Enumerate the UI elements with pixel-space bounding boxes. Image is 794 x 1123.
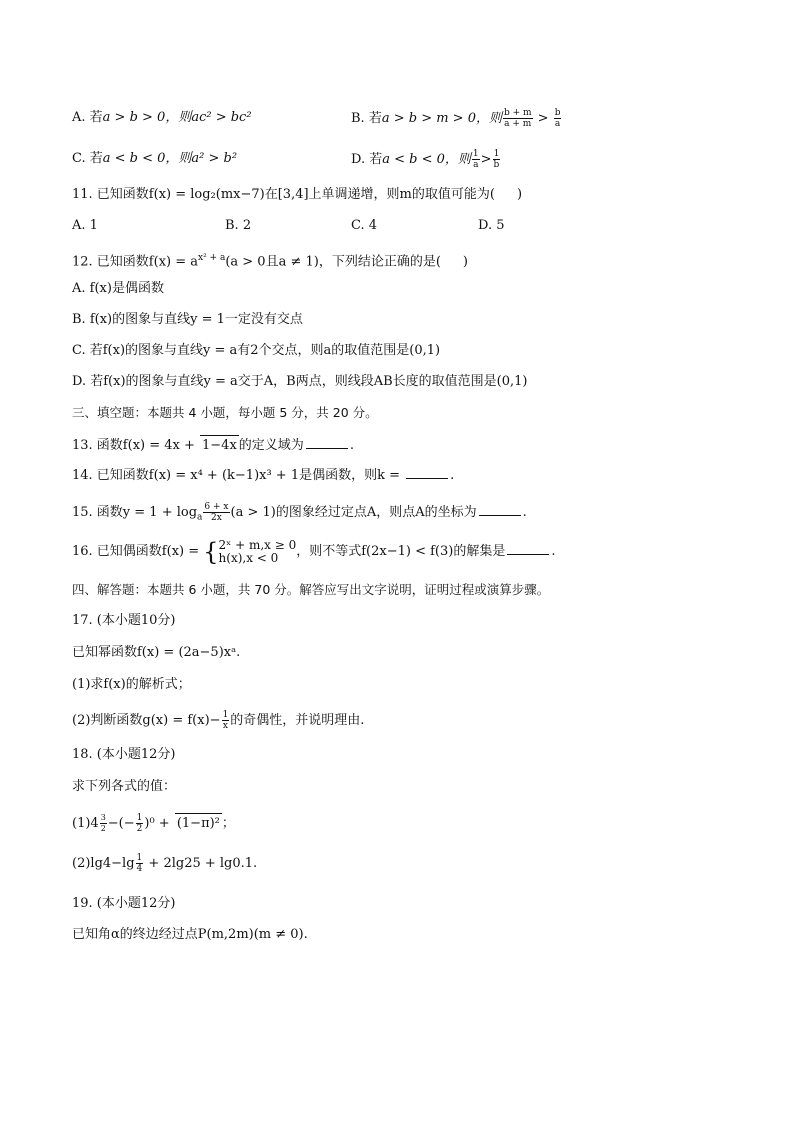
answer-blank: [406, 466, 448, 479]
q12-stem-a: 12. 已知函数f(x) = a: [72, 254, 199, 270]
q15-end: .: [522, 505, 527, 520]
q10-option-c: [72, 149, 237, 169]
q10-d-fraction1: $\frac{1}{a}$: [472, 149, 479, 170]
q10-d-label: D. 若: [351, 152, 383, 167]
answer-blank: [507, 542, 549, 555]
q13-end: .: [349, 438, 354, 453]
q13: [72, 435, 354, 456]
q17-part1: (1)求f(x)的解析式；: [72, 677, 191, 692]
q17-stem: 已知幂函数f(x) = (2a−5)xᵃ.: [72, 645, 241, 660]
q12-opt-b: B. f(x)的图象与直线y = 1一定没有交点: [72, 312, 303, 327]
q14-end: .: [450, 468, 455, 483]
q11-close-paren: ): [516, 187, 523, 202]
q12-exponent: x² + a: [198, 253, 226, 263]
q11-opt-b: B. 2: [225, 218, 252, 233]
q14-text: 14. 已知函数f(x) = x⁴ + (k−1)x³ + 1是偶函数，则k =: [72, 468, 405, 483]
q18-p2-fraction: $\frac{1}{4}$: [136, 853, 143, 874]
q16: [72, 538, 555, 566]
q11-stem-text: 11. 已知函数f(x) = log₂(mx−7)在[3,4]上单调递增，则m的取值可能为(: [72, 187, 495, 202]
q18-p2-text-a: (2)lg4−lg: [72, 856, 135, 871]
q10-b-fraction2: $\frac{b}{a}$: [554, 108, 561, 129]
q18-p1-end: ；: [221, 816, 235, 831]
q13-sqrt: 1−4x: [200, 435, 239, 456]
q16-text-b: ，则不等式f(2x−1) < f(3)的解集是: [296, 544, 506, 559]
q12-stem: [72, 248, 468, 272]
q18-stem: 求下列各式的值：: [72, 779, 177, 794]
q18-heading: 18. (本小题12分): [72, 747, 176, 762]
q18-p2-text-b: + 2lg25 + lg0.1.: [144, 856, 258, 871]
section-4-heading: 四、解答题：本题共 6 小题，共 70 分。解答应写出文字说明，证明过程或演算步骤。: [72, 582, 550, 597]
q15-text-b: (a > 1)的图象经过定点A，则点A的坐标为: [230, 505, 477, 520]
q10-b-text: a > b > m > 0，则: [381, 111, 502, 126]
q10-option-b: [351, 108, 562, 129]
q19-stem: 已知角α的终边经过点P(m,2m)(m ≠ 0).: [72, 927, 308, 942]
q10-option-d: [351, 149, 501, 170]
q10-b-gt: >: [533, 111, 553, 126]
q18-p1-text-b: −(−: [107, 816, 135, 831]
answer-blank: [479, 503, 521, 516]
q12-close-paren: ): [462, 254, 468, 270]
q13-text-a: 13. 函数f(x) = 4x +: [72, 438, 200, 453]
q18-part2: [72, 853, 257, 874]
q18-p1-sqrt: (1−π)²: [175, 813, 222, 834]
q17-fraction: $\frac{1}{x}$: [222, 710, 229, 731]
q15: [72, 502, 527, 528]
q15-log-base: a: [197, 512, 203, 523]
q10-a-label: A. 若: [72, 110, 103, 125]
q19-heading: 19. (本小题12分): [72, 896, 176, 911]
q18-part1: [72, 813, 235, 834]
q12-opt-c: C. 若f(x)的图象与直线y = a有2个交点，则a的取值范围是(0,1): [72, 343, 441, 358]
q17-p2-text-b: 的奇偶性，并说明理由.: [230, 713, 365, 728]
q17-p2-text-a: (2)判断函数g(x) = f(x)−: [72, 713, 221, 728]
q18-p1-text-c: )⁰ +: [144, 816, 174, 831]
q18-p1-fraction: $\frac{1}{2}$: [136, 813, 143, 834]
q16-case-1: 2ˣ + m,x ≥ 0: [218, 537, 297, 552]
answer-blank: [306, 436, 348, 449]
q12-opt-d: D. 若f(x)的图象与直线y = a交于A，B两点，则线段AB长度的取值范围是(0,1): [72, 374, 528, 389]
q12-stem-b: (a > 0且a ≠ 1)，下列结论正确的是(: [225, 254, 441, 270]
q11-opt-d: D. 5: [478, 218, 505, 233]
q10-d-text: a < b < 0，则: [382, 152, 471, 167]
q11-opt-a: A. 1: [72, 218, 98, 233]
q17-heading: 17. (本小题10分): [72, 613, 176, 628]
q10-option-a: [72, 108, 252, 128]
q12-opt-a: A. f(x)是偶函数: [72, 281, 164, 296]
q16-cases: [219, 539, 297, 565]
q11-stem: [72, 185, 522, 205]
q10-c-label: C. 若: [72, 151, 103, 166]
left-brace: {: [203, 537, 219, 566]
q10-d-gt: >: [480, 152, 492, 167]
q18-p1-base: (1)4: [72, 816, 99, 831]
q10-a-text: a > b > 0，则ac² > bc²: [102, 110, 252, 125]
q11-opt-c: C. 4: [351, 218, 378, 233]
q16-text-a: 16. 已知偶函数f(x) =: [72, 544, 204, 559]
q13-text-b: 的定义域为: [238, 438, 304, 453]
q15-text-a: 15. 函数y = 1 + log: [72, 505, 198, 520]
q16-end: .: [551, 544, 556, 559]
q10-b-label: B. 若: [351, 111, 382, 126]
q16-case-2: h(x),x < 0: [218, 550, 279, 565]
q14: [72, 466, 454, 486]
q10-b-fraction1: $\frac{b + m}{a + m}$: [503, 108, 532, 129]
q17-part2: [72, 710, 364, 731]
q10-c-text: a < b < 0，则a² > b²: [102, 151, 238, 166]
q15-fraction: $\frac{6 + x}{2x}$: [204, 502, 229, 523]
q10-d-fraction2: $\frac{1}{b}$: [493, 149, 500, 170]
q18-exp-fraction: 3 2: [100, 813, 106, 833]
section-3-heading: 三、填空题：本题共 4 小题，每小题 5 分，共 20 分。: [72, 405, 378, 420]
